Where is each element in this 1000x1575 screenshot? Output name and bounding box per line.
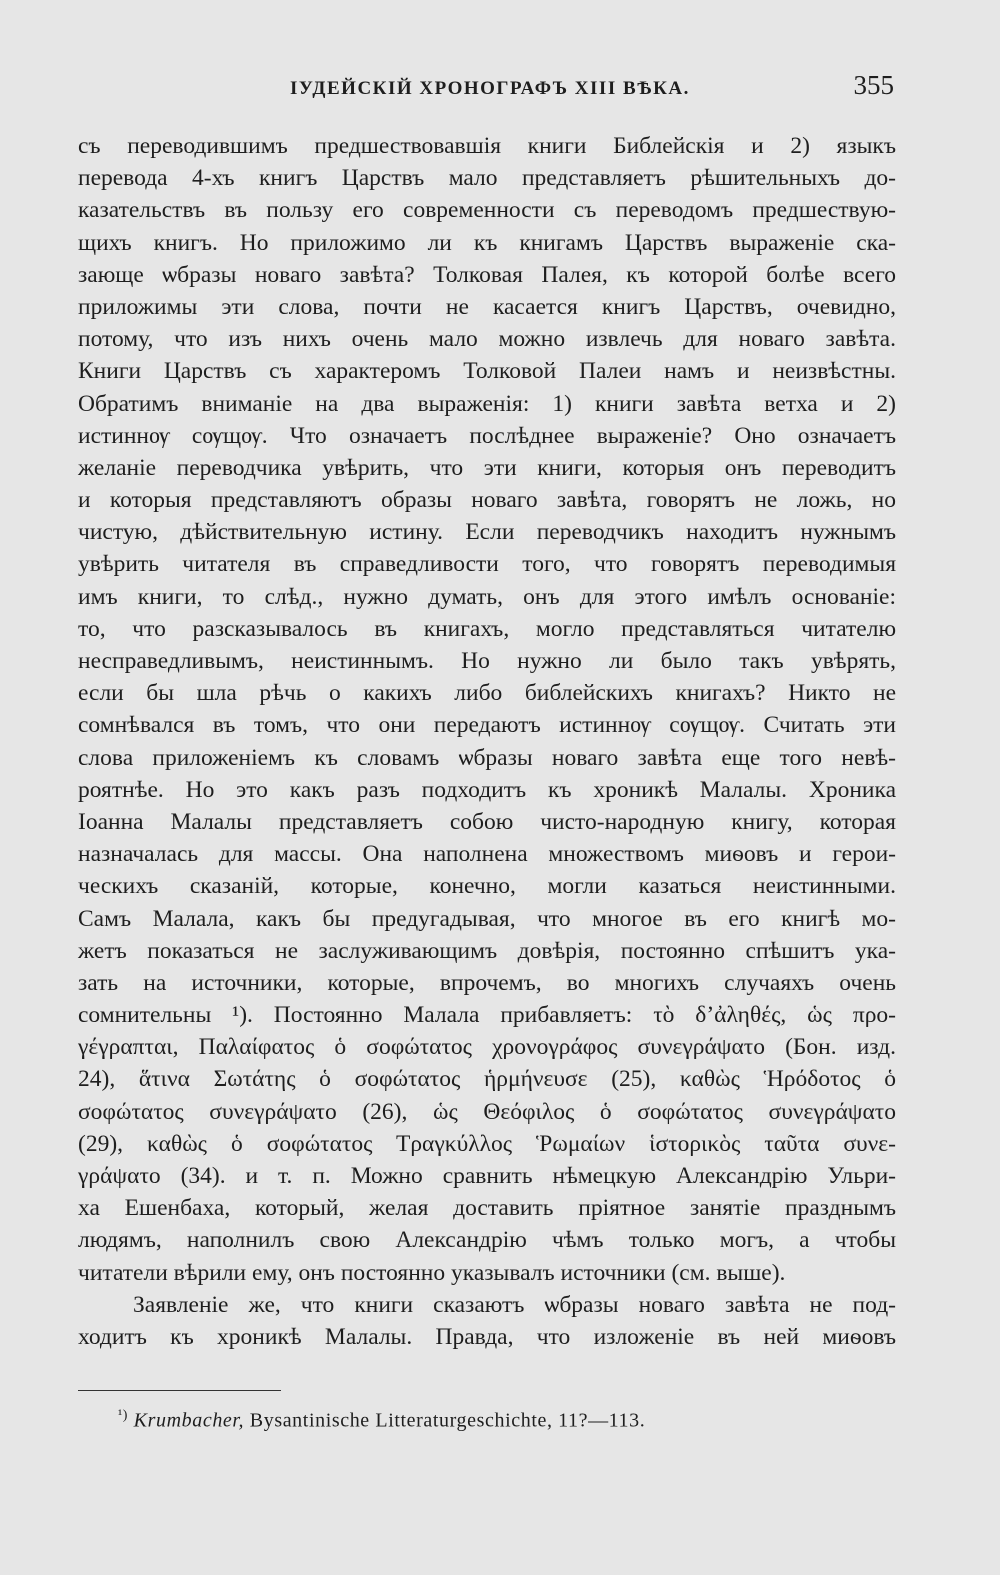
page-header [78,70,896,110]
text-line: имъ книги, то слѣд., нужно думать, онъ для этого имѣлъ основаніе: [78,583,896,610]
text-line: ческихъ сказаній, которые, конечно, могли казаться неистинными. [78,873,896,900]
text-line: сомнѣвался въ томъ, что они передаютъ истиннѹ сѹщѹ. Считать эти [78,712,896,739]
footnote-mark: ¹) [118,1408,129,1423]
text-line: потому, что изъ нихъ очень мало можно извлечь для новаго завѣта. [78,326,896,353]
text-line: зать на источники, которые, впрочемъ, во многихъ случаяхъ очень [78,969,896,996]
text-line: назначалась для массы. Она наполнена множествомъ миѳовъ и герои- [78,841,896,868]
text-line: слова приложеніемъ къ словамъ ѡбразы новаго завѣта еще того невѣ- [78,744,896,771]
text-line: Іоанна Малалы представляетъ собою чисто-народную книгу, которая [78,808,896,835]
text-line: роятнѣе. Но это какъ разъ подходитъ къ хроникѣ Малалы. Хроника [78,776,896,803]
text-line: людямъ, наполнилъ свою Александрію чѣмъ только могъ, а чтобы [78,1227,896,1254]
text-line: γέγραπται, Παλαίφατος ὁ σοφώτατος χρονογράφος συνεγράψατο (Бон. изд. [78,1034,896,1061]
text-line: ходитъ къ хроникѣ Малалы. Правда, что изложеніе въ ней миѳовъ [78,1323,896,1350]
text-line: Обратимъ вниманіе на два выраженія: 1) книги завѣта ветха и 2) [78,390,896,417]
text-line: σοφώτατος συνεγράψατο (26), ὡς Θεόφιλος ὁ σοφώτατος συνεγράψατο [78,1098,896,1125]
text-line: увѣрить читателя въ справедливости того, что говорятъ переводимыя [78,551,896,578]
footnote-author: Krumbacher, [133,1409,245,1432]
text-line: (29), καθὼς ὁ σοφώτατος Τραγκύλλος Ῥωμαίων ἱστορικὸς ταῦτα συνε- [78,1130,896,1157]
text-line: щихъ книгъ. Но приложимо ли къ книгамъ Царствъ выраженіе ска- [78,229,896,256]
text-line: истиннѹ сѹщѹ. Что означаетъ послѣднее выраженіе? Оно означаетъ [78,422,896,449]
text-line: перевода 4-хъ книгъ Царствъ мало представляетъ рѣшительныхъ до- [78,165,896,192]
text-line: зающе ѡбразы новаго завѣта? Толковая Палея, къ которой болѣе всего [78,261,896,288]
text-line: 24), ἅτινα Σωτάτης ὁ σοφώτατος ἡρμήνευσε (25), καθὼς Ἡρόδοτος ὁ [78,1066,896,1093]
text-line: Самъ Малала, какъ бы предугадывая, что многое въ его книгѣ мо- [78,905,896,932]
text-line: γράψατο (34). и т. п. Можно сравнить нѣмецкую Александрію Ульри- [78,1163,896,1189]
text-line: желаніе переводчика увѣрить, что эти книги, которыя онъ переводитъ [78,454,896,481]
text-line: казательствъ въ пользу его современности съ переводомъ предшествую- [78,197,896,224]
paragraph-first-line: Заявленіе же, что книги сказаютъ ѡбразы новаго завѣта не под- [133,1291,896,1318]
text-line: читатели вѣрили ему, онъ постоянно указывалъ источники (см. выше). [78,1259,786,1286]
page-number: 355 [853,70,894,100]
text-line: и которыя представляютъ образы новаго завѣта, говорятъ не ложь, но [78,487,896,514]
text-line: съ переводившимъ предшествовавшія книги Библейскія и 2) языкъ [78,133,896,159]
body-text [78,130,896,1353]
text-line: ха Ешенбаха, который, желая доставить пріятное занятіе празднымъ [78,1195,896,1222]
text-line: сомнительны ¹). Постоянно Малала прибавляетъ: τὸ δ’ἀληθές, ὡς προ- [78,1002,896,1029]
footnote-text: Bysantinische Litteraturgeschichte, 11?—113. [249,1409,646,1432]
footnote-rule [78,1390,281,1391]
text-line: если бы шла рѣчь о какихъ либо библейскихъ книгахъ? Никто не [78,680,896,707]
text-line: Книги Царствъ съ характеромъ Толковой Палеи намъ и неизвѣстны. [78,358,896,385]
text-line: жетъ показаться не заслуживающимъ довѣрія, постоянно спѣшитъ ука- [78,937,896,964]
text-line: то, что разсказывалось въ книгахъ, могло представляться читателю [78,615,896,642]
text-line: несправедливымъ, неистиннымъ. Но нужно ли было такъ увѣрять, [78,648,896,674]
footnote [118,1408,645,1433]
running-head: ІУДЕЙСКІЙ ХРОНОГРАФЪ XIII ВѢКА. [290,78,690,99]
text-line: приложимы эти слова, почти не касается книгъ Царствъ, очевидно, [78,293,896,320]
text-line: чистую, дѣйствительную истину. Если переводчикъ находитъ нужнымъ [78,519,896,546]
